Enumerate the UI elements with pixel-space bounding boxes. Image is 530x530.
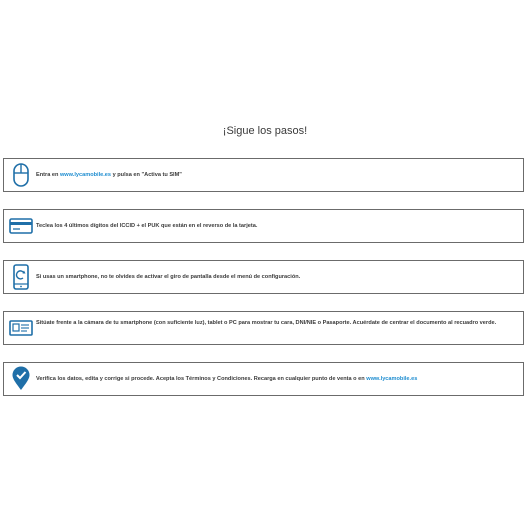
step-2: [3, 209, 524, 243]
step-3: [3, 260, 524, 294]
step-3-text: Si usas un smartphone, no te olvides de activar el giro de pantalla desde el menú de configuración.: [36, 274, 301, 280]
credit-card-icon: [9, 213, 33, 239]
step-5: [3, 362, 524, 396]
id-card-icon: [9, 315, 33, 341]
lycamobile-link-2[interactable]: www.lycamobile.es: [366, 376, 418, 382]
step-1-text-before: Entra en: [36, 172, 60, 178]
step-5-text-before: Verifica los datos, edita y corrige si procede. Acepta los Términos y Condiciones. Recarga en cualquier punto de venta o en: [36, 376, 367, 382]
step-1: [3, 158, 524, 192]
lycamobile-link[interactable]: www.lycamobile.es: [59, 172, 112, 178]
smartphone-rotate-icon: [9, 264, 33, 290]
step-4: [3, 311, 524, 345]
step-5-text: [36, 374, 515, 384]
step-1-text-after: y pulsa en "Activa tu SIM": [111, 172, 182, 178]
step-1-text: [36, 170, 515, 180]
location-check-icon: [9, 366, 33, 392]
step-2-text: Teclea los 4 últimos dígitos del ICCID + el PUK que están en el reverso de la tarjeta.: [36, 223, 258, 229]
page-title: ¡Sigue los pasos!: [222, 125, 308, 137]
step-4-text: Sitúate frente a la cámara de tu smartphone (con suficiente luz), tablet o PC para mostrar tu cara, DNI/NIE o Pasaporte. Acuérdate de centrar el documento al recuadro verde.: [36, 320, 497, 326]
mouse-icon: [9, 162, 33, 188]
